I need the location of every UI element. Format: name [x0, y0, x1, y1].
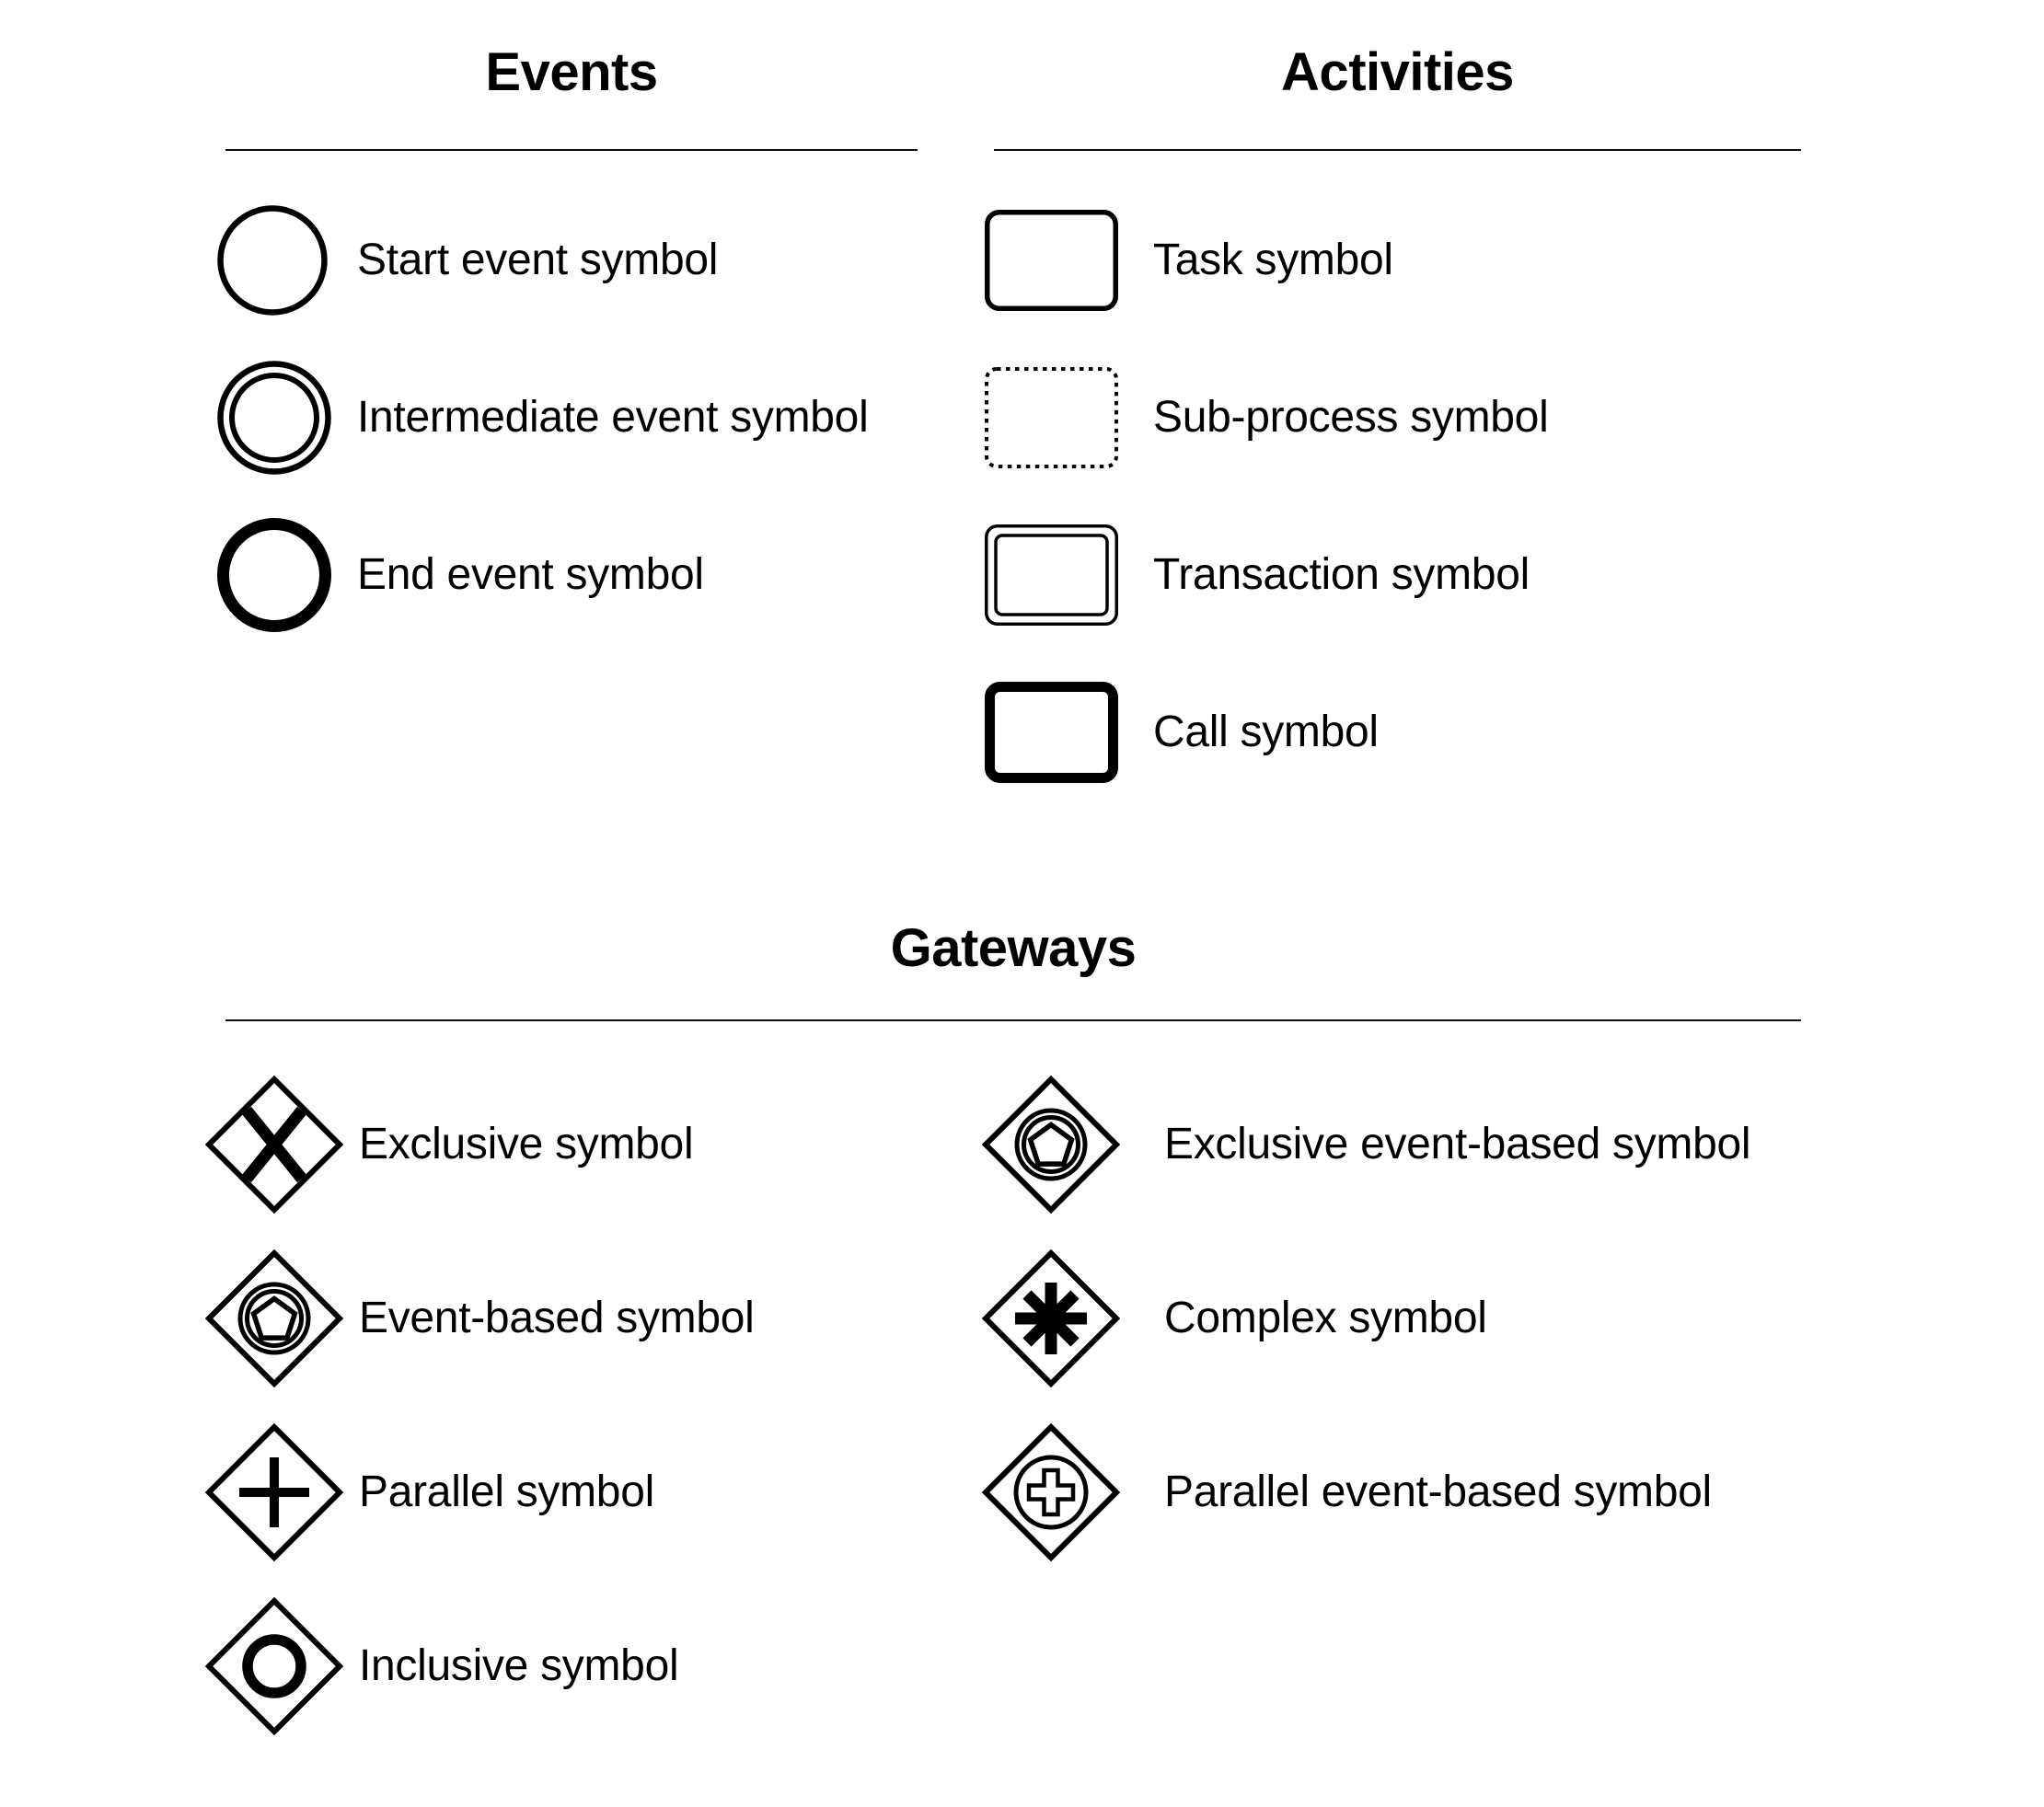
end-event-icon	[217, 518, 357, 632]
legend-row	[205, 1579, 978, 1753]
activities-legend-list	[985, 181, 1813, 811]
transaction-icon	[985, 524, 1153, 626]
gateways-section-title: Gateways	[890, 918, 1137, 978]
legend-row	[205, 1231, 978, 1405]
legend-label: Complex symbol	[1164, 1293, 1487, 1342]
task-icon	[985, 210, 1153, 311]
legend-row	[982, 1405, 2040, 1579]
legend-label: Sub-process symbol	[1153, 392, 1549, 442]
legend-label: End event symbol	[357, 549, 704, 599]
gateways-legend-list-left	[205, 1057, 978, 1753]
legend-row	[217, 339, 953, 496]
subprocess-icon	[985, 367, 1153, 468]
legend-row	[982, 1057, 2040, 1231]
events-divider	[225, 149, 918, 151]
legend-row	[205, 1405, 978, 1579]
legend-row	[217, 496, 953, 653]
legend-label: Event-based symbol	[359, 1293, 755, 1342]
exclusive-event-based-gateway-icon	[982, 1076, 1164, 1214]
parallel-event-based-gateway-icon	[982, 1423, 1164, 1561]
legend-row	[217, 181, 953, 339]
legend-label: Task symbol	[1153, 235, 1393, 284]
legend-row	[985, 653, 1813, 811]
complex-gateway-icon	[982, 1249, 1164, 1387]
legend-label: Parallel event-based symbol	[1164, 1467, 1712, 1516]
inclusive-gateway-icon	[205, 1597, 359, 1735]
event-based-gateway-icon	[205, 1249, 359, 1387]
legend-row	[205, 1057, 978, 1231]
legend-label: Exclusive symbol	[359, 1119, 694, 1168]
legend-label: Exclusive event-based symbol	[1164, 1119, 1751, 1168]
activities-divider	[994, 149, 1801, 151]
legend-label: Inclusive symbol	[359, 1640, 679, 1690]
legend-row	[985, 339, 1813, 496]
gateways-legend-list-right	[982, 1057, 2040, 1579]
start-event-icon	[217, 205, 357, 316]
events-legend-list	[217, 181, 953, 653]
activities-section-title: Activities	[1281, 42, 1514, 102]
parallel-gateway-icon	[205, 1423, 359, 1561]
legend-label: Start event symbol	[357, 235, 719, 284]
events-section-title: Events	[485, 42, 658, 102]
legend-row	[985, 181, 1813, 339]
legend-label: Parallel symbol	[359, 1467, 654, 1516]
gateways-divider	[225, 1019, 1801, 1021]
legend-row	[982, 1231, 2040, 1405]
intermediate-event-icon	[217, 361, 357, 475]
call-icon	[985, 682, 1153, 783]
legend-label: Call symbol	[1153, 707, 1379, 756]
legend-label: Intermediate event symbol	[357, 392, 869, 442]
exclusive-gateway-icon	[205, 1076, 359, 1214]
legend-label: Transaction symbol	[1153, 549, 1530, 599]
legend-row	[985, 496, 1813, 653]
